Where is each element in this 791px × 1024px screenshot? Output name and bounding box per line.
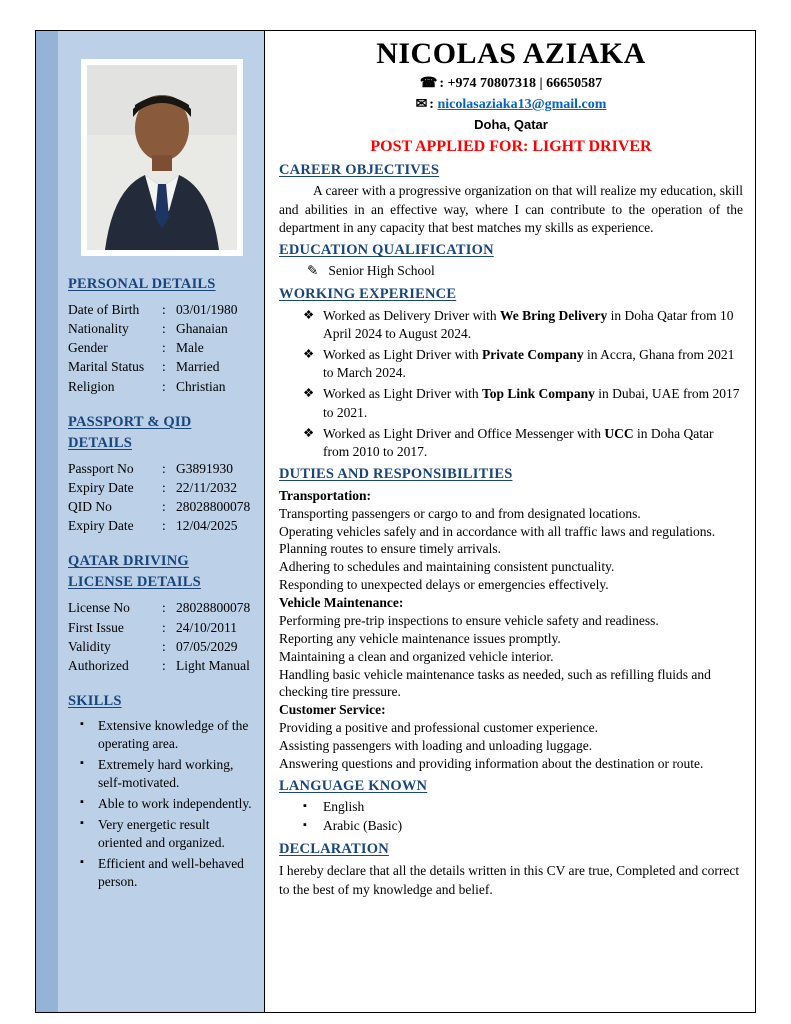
colon: : (162, 518, 166, 534)
language-item (279, 798, 743, 817)
sidebar (58, 31, 264, 1012)
square-bullet-icon: ▪ (80, 718, 84, 731)
detail-value: 22/11/2032 (176, 479, 238, 495)
skill-text: Efficient and well-behaved person. (98, 855, 244, 889)
detail-row (68, 516, 256, 535)
experience-text (323, 308, 734, 341)
duty-group-title: Vehicle Maintenance: (279, 594, 404, 610)
duties-heading: DUTIES AND RESPONSIBILITIES (279, 466, 513, 483)
license-details-section (68, 551, 256, 675)
skill-item (68, 816, 256, 852)
colon: : (162, 600, 166, 616)
square-bullet-icon: ▪ (303, 818, 307, 831)
detail-value: Christian (176, 378, 226, 394)
phone-icon: ☎ (419, 76, 438, 91)
text-segment: Worked as Delivery Driver with (323, 307, 500, 323)
duty-line: Handling basic vehicle maintenance tasks as needed, such as refilling fluids and checking tire pressure. (279, 666, 711, 700)
experience-item (279, 307, 743, 343)
colon: : (162, 378, 166, 394)
detail-row (68, 377, 256, 396)
detail-label: Religion (68, 378, 115, 394)
career-objectives-heading: CAREER OBJECTIVES (279, 162, 440, 179)
experience-text (323, 426, 713, 459)
phone-number: +974 70807318 | 66650587 (447, 76, 603, 91)
detail-value: 28028800078 (176, 499, 251, 515)
colon: : (162, 359, 166, 375)
detail-row (68, 338, 256, 357)
detail-row (68, 637, 256, 656)
skills-section (68, 691, 256, 891)
text-segment: Worked as Light Driver with (323, 346, 483, 362)
education-item (279, 262, 743, 281)
cv-document (35, 30, 756, 1013)
detail-label: Expiry Date (68, 518, 134, 534)
skill-item (68, 855, 256, 891)
duty-line: Assisting passengers with loading and unloading luggage. (279, 738, 593, 754)
detail-label: Date of Birth (68, 302, 140, 318)
detail-row (68, 598, 256, 617)
duty-line: Adhering to schedules and maintaining consistent punctuality. (279, 559, 615, 575)
main-content (264, 31, 755, 1012)
text-segment: in Accra, Ghana from 2021 to March 2024. (323, 346, 735, 381)
email-link[interactable]: nicolasaziaka13@gmail.com (437, 97, 607, 112)
detail-label: First Issue (68, 619, 124, 635)
detail-row (68, 478, 256, 497)
detail-row (68, 656, 256, 675)
name-title: NICOLAS AZIAKA (376, 37, 646, 70)
square-bullet-icon: ▪ (303, 800, 307, 813)
phone-line (279, 73, 743, 94)
passport-details-heading: PASSPORT & QID DETAILS (68, 413, 192, 451)
duty-group-title: Customer Service: (279, 702, 386, 718)
square-bullet-icon: ▪ (80, 795, 84, 808)
detail-row (68, 459, 256, 478)
square-bullet-icon: ▪ (80, 757, 84, 770)
detail-value: 24/10/2011 (176, 619, 238, 635)
email-separator: : (429, 97, 438, 112)
colon: : (162, 657, 166, 673)
company-name: UCC (604, 425, 634, 441)
working-experience-heading: WORKING EXPERIENCE (279, 286, 457, 303)
skill-text: Able to work independently. (98, 795, 252, 811)
colon: : (162, 499, 166, 515)
skill-text: Very energetic result oriented and organized. (98, 816, 225, 850)
email-line (279, 94, 743, 115)
company-name: Private Company (482, 346, 584, 362)
colon: : (162, 638, 166, 654)
detail-label: Expiry Date (68, 479, 134, 495)
text-segment: Worked as Light Driver with (323, 386, 483, 402)
detail-label: Validity (68, 638, 111, 654)
education-heading: EDUCATION QUALIFICATION (279, 242, 494, 259)
detail-label: Marital Status (68, 359, 145, 375)
accent-strip (36, 31, 58, 1012)
personal-details-heading: PERSONAL DETAILS (68, 276, 216, 292)
detail-label: Gender (68, 340, 108, 356)
detail-row (68, 357, 256, 376)
duty-line: Maintaining a clean and organized vehicle interior. (279, 648, 554, 664)
detail-value: 07/05/2029 (176, 638, 238, 654)
duty-line: Responding to unexpected delays or emergencies effectively. (279, 577, 609, 593)
experience-item (279, 425, 743, 461)
duty-line: Planning routes to ensure timely arrivals. (279, 541, 501, 557)
experience-item (279, 385, 743, 421)
detail-value: Married (176, 359, 220, 375)
detail-value: 03/01/1980 (176, 302, 238, 318)
detail-row (68, 618, 256, 637)
duty-line: Reporting any vehicle maintenance issues promptly. (279, 630, 561, 646)
colon: : (162, 321, 166, 337)
skill-item (68, 756, 256, 792)
text-segment: in Dubai, UAE from 2017 to 2021. (323, 386, 740, 420)
skill-item (68, 717, 256, 753)
detail-label: Passport No (68, 460, 134, 476)
experience-item (279, 346, 743, 382)
post-applied-title: POST APPLIED FOR: LIGHT DRIVER (370, 137, 652, 155)
company-name: Top Link Company (482, 386, 595, 402)
detail-label: License No (68, 600, 130, 616)
duty-line: Transporting passengers or cargo to and from designated locations. (279, 505, 641, 521)
skill-text: Extensive knowledge of the operating area. (98, 718, 249, 752)
detail-value: 12/04/2025 (176, 518, 238, 534)
colon: : (162, 619, 166, 635)
company-name: We Bring Delivery (499, 307, 608, 323)
detail-label: Authorized (68, 657, 129, 673)
detail-row (68, 300, 256, 319)
text-segment: Worked as Light Driver and Office Messenger with (323, 425, 605, 441)
declaration-heading: DECLARATION (279, 840, 389, 857)
detail-label: QID No (68, 499, 112, 515)
language-text: English (323, 799, 365, 815)
phone-separator: : (439, 76, 448, 91)
detail-label: Nationality (68, 321, 129, 337)
language-text: Arabic (Basic) (323, 817, 403, 833)
square-bullet-icon: ▪ (80, 816, 84, 829)
portrait-illustration (87, 65, 237, 250)
duty-line: Providing a positive and professional customer experience. (279, 720, 599, 736)
passport-details-section (68, 412, 256, 536)
colon: : (162, 302, 166, 318)
personal-details-section (68, 274, 256, 396)
diamond-bullet-icon: ❖ (303, 386, 315, 401)
text-segment: in Doha Qatar from 10 April 2024 to August 2024. (323, 307, 734, 341)
text-segment: in Doha Qatar from 2010 to 2017. (323, 425, 714, 460)
experience-text (323, 386, 740, 419)
profile-photo (81, 59, 243, 256)
detail-value: Light Manual (176, 657, 250, 673)
colon: : (162, 340, 166, 356)
location-text: Doha, Qatar (474, 117, 548, 132)
diamond-bullet-icon: ❖ (303, 346, 315, 361)
education-text: Senior High School (328, 263, 435, 279)
experience-text (323, 347, 734, 380)
colon: : (162, 479, 166, 495)
language-heading: LANGUAGE KNOWN (279, 777, 428, 794)
detail-value: Ghanaian (176, 321, 228, 337)
detail-value: Male (176, 340, 204, 356)
detail-value: G3891930 (176, 460, 233, 476)
diamond-bullet-icon: ❖ (303, 307, 315, 322)
colon: : (162, 460, 166, 476)
license-details-heading: QATAR DRIVING LICENSE DETAILS (68, 553, 201, 591)
skill-text: Extremely hard working, self-motivated. (98, 757, 234, 790)
duty-line: Answering questions and providing information about the destination or route. (279, 755, 704, 771)
career-objectives-text: A career with a progressive organization on that will realize my education, skill and abilities in an effective way, where I can contribute to the operation of the department in any capacity that best matches my skills as experience. (279, 183, 743, 235)
email-icon: ✉ (415, 97, 428, 112)
square-bullet-icon: ▪ (80, 855, 84, 868)
detail-row (68, 497, 256, 516)
diamond-bullet-icon: ❖ (303, 425, 315, 440)
detail-value: 28028800078 (176, 600, 251, 616)
duty-line: Performing pre-trip inspections to ensure vehicle safety and readiness. (279, 613, 659, 629)
language-item (279, 817, 743, 836)
declaration-text: I hereby declare that all the details written in this CV are true, Completed and correct to the best of my knowledge and belief. (279, 863, 740, 898)
skills-heading: SKILLS (68, 693, 122, 710)
duty-line: Operating vehicles safely and in accordance with all traffic laws and regulations. (279, 523, 716, 539)
detail-row (68, 319, 256, 338)
skill-item (68, 795, 256, 813)
pencil-bullet-icon: ✎ (307, 263, 319, 279)
duty-group-title: Transportation: (279, 487, 372, 503)
